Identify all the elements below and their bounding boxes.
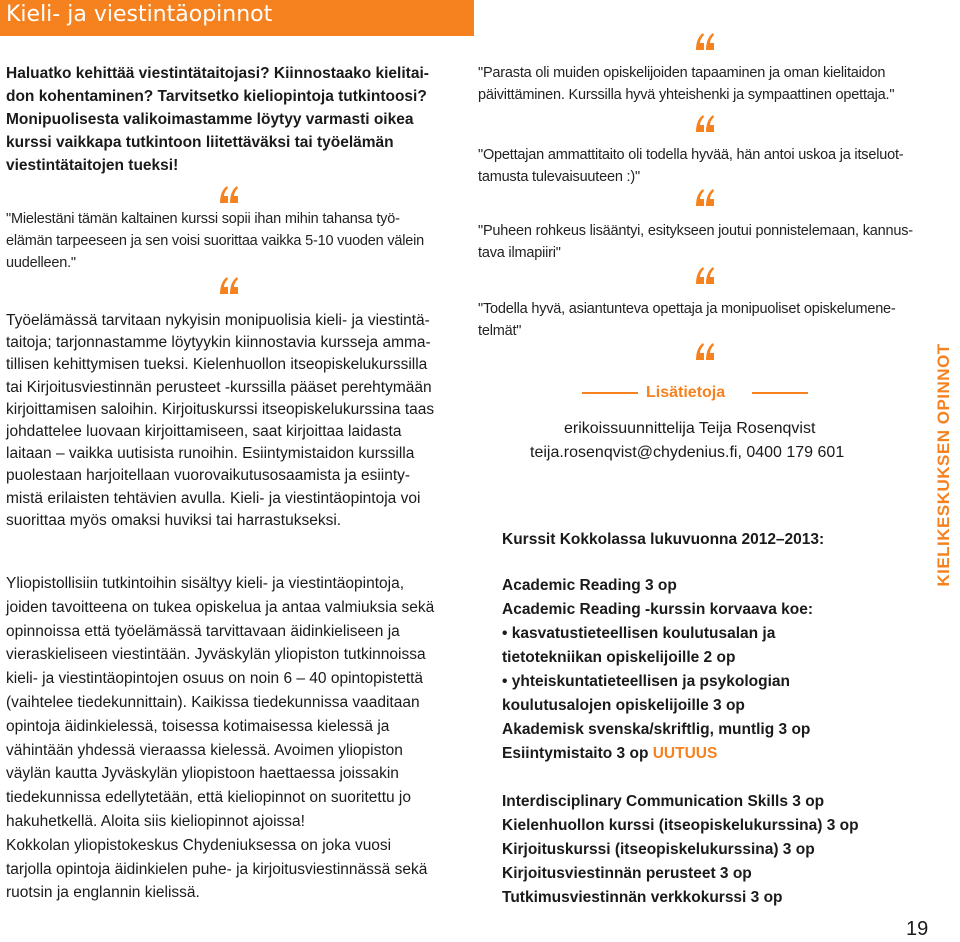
quote-line: uudelleen." [6,255,76,271]
quote-line: "Mielestäni tämän kaltainen kurssi sopii ihan mihin tahansa työ- [6,211,400,227]
contact-details[interactable]: teija.rosenqvist@chydenius.fi, 0400 179 601 [530,444,845,461]
body-line: suorittaa myös omaksi huviksi tai harrastukseksi. [6,511,342,529]
lead-paragraph [6,62,446,177]
quote-icon [694,340,716,362]
quote-icon [218,183,240,205]
body-paragraph [6,572,456,905]
body-line: taitoja; tarjonnastamme löytyykin kiinnostavia kursseja amma- [6,334,431,352]
courses-heading: Kurssit Kokkolassa lukuvuonna 2012–2013: [502,531,825,548]
quote-block [6,208,424,274]
quote-icon [218,274,240,296]
body-line: tarjolla opintoja äidinkielen puhe- ja kirjoitusviestinnässä sekä [6,860,428,878]
list-item: Kielenhuollon kurssi (itseopiskelukurssina) 3 op [502,817,859,834]
list-item: Academic Reading 3 op [502,577,677,594]
quote-line: elämän tarpeeseen ja sen voisi suorittaa vaikka 5-10 vuoden välein [6,233,425,249]
course-list [502,574,813,766]
quote-block [478,298,896,342]
quote-block [478,144,903,188]
body-line: (vaihtelee tiedekunnittain). Kaikissa tiedekunnissa vaaditaan [6,693,420,711]
body-line: hakuhetkellä. Aloita siis kieliopinnot ajoissa! [6,812,305,830]
list-item: Interdisciplinary Communication Skills 3 op [502,793,825,810]
page-number: 19 [906,918,929,940]
quote-line: "Puheen rohkeus lisääntyi, esitykseen joutui ponnistelemaan, kannus- [478,223,913,239]
divider [752,392,808,394]
quote-line: tava ilmapiiri" [478,245,561,261]
page-title: Kieli- ja viestintäopinnot [6,2,273,27]
course-list [502,790,859,910]
body-line: laitaan – vaikka uutisista runoihin. Esiintymistaidon kurssilla [6,445,415,463]
list-item: • yhteiskuntatieteellisen ja psykologian [502,673,790,690]
body-line: väylän kautta Jyväskylän yliopistoon haettaessa joissakin [6,765,399,783]
quote-icon [694,30,716,52]
body-line: Yliopistollisiin tutkintoihin sisältyy kieli- ja viestintäopintoja, [6,575,405,592]
body-line: puolestaan harjoitellaan vuorovaikutusosaamista ja esiinty- [6,467,411,485]
body-line: vieraskieliseen viestintään. Jyväskylän yliopiston tutkinnoissa [6,646,426,664]
list-item: Akademisk svenska/skriftlig, muntlig 3 op [502,721,811,738]
body-line: kieli- ja viestintäopintojen osuus on noin 6 – 40 opintopistettä [6,670,424,688]
body-paragraph [6,310,456,532]
quote-line: "Todella hyvä, asiantunteva opettaja ja monipuoliset opiskelumene- [478,301,896,317]
quote-line: päivittäminen. Kurssilla hyvä yhteishenki ja sympaattinen opettaja." [478,87,895,103]
list-item: Academic Reading -kurssin korvaava koe: [502,601,813,618]
quote-block [478,220,913,264]
body-line: mistä erilaisten tehtävien avulla. Kieli- ja viestintäopintoja voi [6,489,421,507]
lead-line: Haluatko kehittää viestintätaitojasi? Kiinnostaako kielitai- [6,65,429,82]
quote-line: tamusta tulevaisuuteen :)" [478,169,640,185]
quote-line: "Opettajan ammattitaito oli todella hyvää, hän antoi uskoa ja itseluot- [478,147,904,163]
quote-icon [694,112,716,134]
body-line: Kokkolan yliopistokeskus Chydeniuksessa on joka vuosi [6,836,392,854]
lead-line: kurssi vaikkapa tutkintoon liitettäväksi tai työelämän [6,134,394,151]
contact-name: erikoissuunnittelija Teija Rosenqvist [564,420,816,437]
body-line: joiden tavoitteena on tukea opiskelua ja antaa valmiuksia sekä [6,598,435,616]
lead-line: viestintätaitojen tueksi! [6,157,179,174]
list-item: koulutusalojen opiskelijoille 3 op [502,697,745,714]
lead-line: don kohentaminen? Tarvitsetko kieliopintoja tutkintoosi? [6,88,427,105]
body-line: opintoja äidinkielessä, toisessa kotimaisessa kielessä ja [6,717,390,735]
list-item: tietotekniikan opiskelijoille 2 op [502,649,736,666]
list-item: Kirjoituskurssi (itseopiskelukurssina) 3 op [502,841,815,858]
quote-line: "Parasta oli muiden opiskelijoiden tapaaminen ja oman kielitaidon [478,65,886,81]
course-label: Esiintymistaito 3 op [502,745,653,762]
list-item: Kirjoitusviestinnän perusteet 3 op [502,865,752,882]
body-line: tiedekunnissa edellytetään, että kieliopinnot on suoritettu jo [6,789,411,807]
body-line: ruotsin ja englannin kielissä. [6,884,200,902]
list-item: • kasvatustieteellisen koulutusalan ja [502,625,776,642]
quote-block [478,62,894,106]
quote-icon [694,264,716,286]
lead-line: Monipuolisesta valikoimastamme löytyy varmasti oikea [6,111,414,128]
body-line: opinnoissa että työelämässä tarvittavaan äidinkieliseen ja [6,622,400,640]
new-badge: UUTUUS [652,745,718,762]
list-item [502,742,813,766]
body-line: tai Kirjoitusviestinnän perusteet -kurssilla pääset perehtymään [6,378,432,396]
body-line: Työelämässä tarvitaan nykyisin monipuolisia kieli- ja viestintä- [6,312,430,329]
side-label-text: KIELIKESKUKSEN OPINNOT [934,343,953,587]
quote-line: telmät" [478,323,522,339]
body-line: tillisen kehittymisen tueksi. Kielenhuollon itseopiskelukurssilla [6,356,428,374]
info-title: Lisätietoja [646,384,726,401]
body-line: vähintään yhdessä vieraassa kielessä. Avoimen yliopiston [6,741,403,759]
body-line: johdattelee luovaan kirjoittamiseen, saat kirjoittaa laidasta [6,423,402,441]
body-line: kirjoittamisen saloihin. Kirjoituskurssi itseopiskelukurssina taas [6,400,435,418]
quote-icon [694,186,716,208]
list-item: Tutkimusviestinnän verkkokurssi 3 op [502,889,783,906]
side-label [928,330,960,600]
divider [582,392,638,394]
